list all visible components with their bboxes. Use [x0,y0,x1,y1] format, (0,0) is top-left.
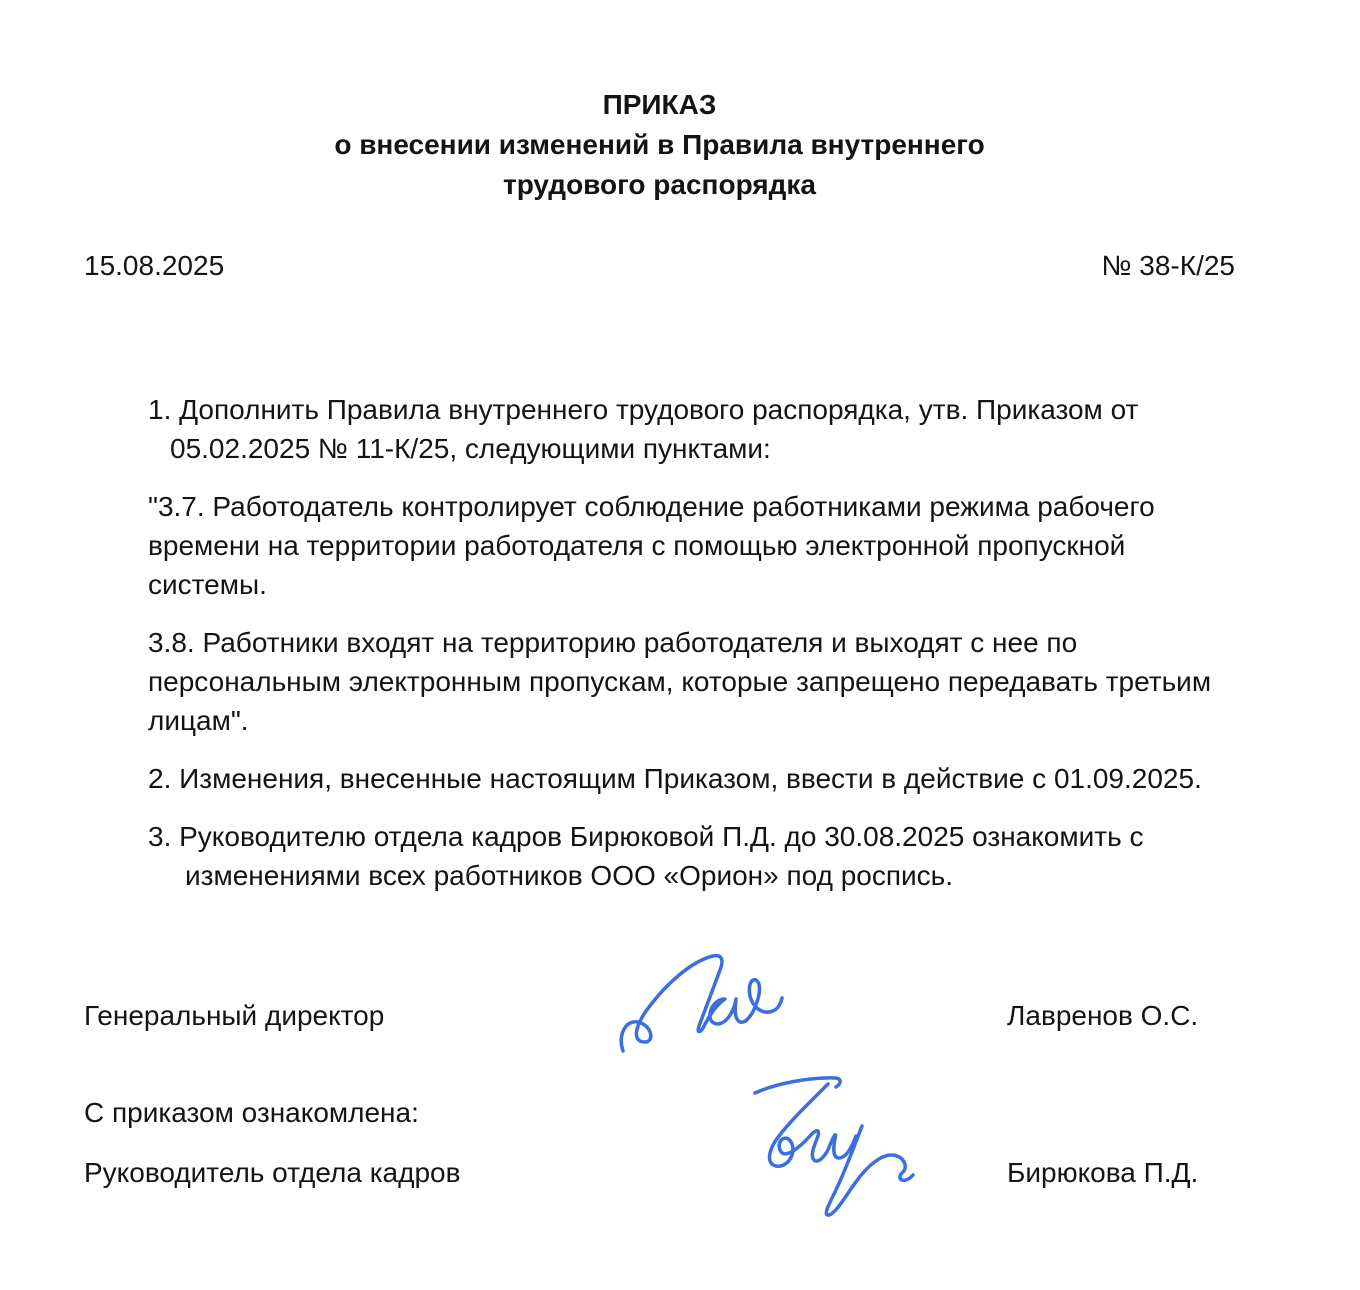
paragraph-line: "3.7. Работодатель контролирует соблюдение работниками режима рабочего [148,491,1155,522]
date-number-row [84,250,1235,282]
paragraph-line: 05.02.2025 № 11-К/25, следующими пунктами: [170,433,771,464]
paragraph-line: 1. Дополнить Правила внутреннего трудового распорядка, утв. Приказом от [148,394,1139,425]
paragraph-line: лицам". [148,705,249,736]
title-line: о внесении изменений в Правила внутреннего [334,129,985,160]
paragraph-line: персональным электронным пропускам, которые запрещено передавать третьим [148,666,1212,697]
document-body [148,390,1270,914]
body-paragraph [148,623,1270,740]
paragraph-line: 3. Руководителю отдела кадров Бирюковой П.Д. до 30.08.2025 ознакомить с [148,821,1144,852]
paragraph-line: времени на территории работодателя с помощью электронной пропускной [148,530,1126,561]
document-title [84,85,1235,205]
title-line: ПРИКАЗ [602,89,717,120]
paragraph-line: 2. Изменения, внесенные настоящим Приказом, ввести в действие с 01.09.2025. [148,763,1202,794]
hr-signature-image [735,1074,925,1219]
paragraph-line: изменениями всех работников ООО «Орион» под роспись. [185,860,954,891]
hr-name: Бирюкова П.Д. [1007,1157,1199,1188]
title-line: трудового распорядка [502,169,817,200]
body-paragraph [148,390,1270,468]
hr-role-label: Руководитель отдела кадров [84,1157,461,1188]
acknowledgement-label: С приказом ознакомлена: [84,1097,419,1128]
body-paragraph [148,817,1270,895]
director-signature-image [618,952,788,1067]
director-name: Лавренов О.С. [1007,1000,1199,1031]
document-number: № 38-К/25 [1101,250,1235,281]
body-paragraph [148,759,1270,798]
document-date: 15.08.2025 [84,250,225,281]
director-role-label: Генеральный директор [84,1000,385,1031]
paragraph-line: 3.8. Работники входят на территорию работодателя и выходят с нее по [148,627,1078,658]
paragraph-line: системы. [148,569,267,600]
body-paragraph [148,487,1270,604]
